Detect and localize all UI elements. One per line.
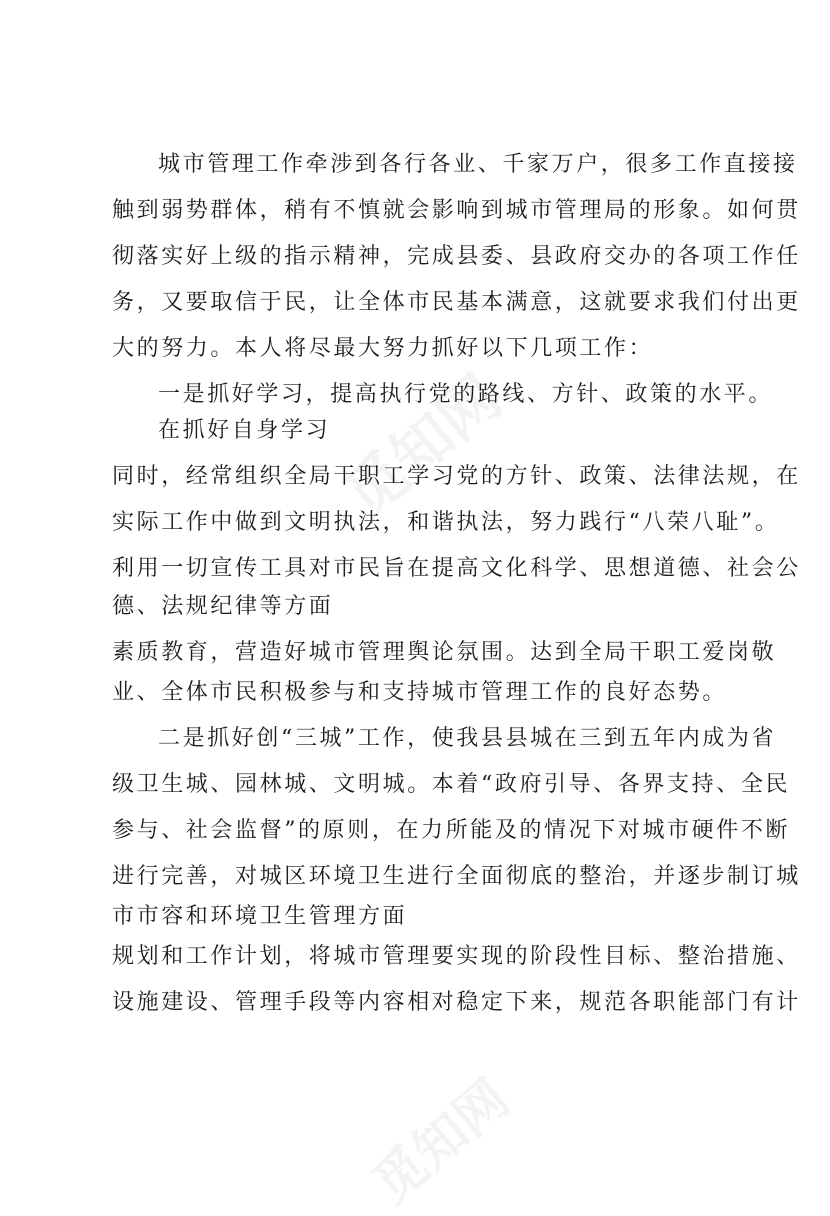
paragraph-line: 业、全体市民积极参与和支持城市管理工作的良好态势。 [112,680,728,705]
watermark: 觅知网 [331,362,515,532]
paragraph-line: 规划和工作计划，将城市管理要实现的阶段性目标、整治措施、 [112,944,801,969]
paragraph-line: 进行完善，对城区环境卫生进行全面彻底的整治，并逐步制订城 [112,864,801,889]
watermark: 觅知网 [362,1068,521,1215]
paragraph-line: 务，又要取信于民，让全体市民基本满意，这就要求我们付出更 [112,290,801,315]
paragraph-line: 市市容和环境卫生管理方面 [112,904,408,929]
paragraph-line: 在抓好自身学习 [158,418,331,443]
paragraph-line: 彻落实好上级的指示精神，完成县委、县政府交办的各项工作任 [112,244,801,269]
paragraph-line: 触到弱势群体，稍有不慎就会影响到城市管理局的形象。如何贯 [112,198,801,223]
paragraph-line: 大的努力。本人将尽最大努力抓好以下几项工作： [112,336,654,361]
paragraph-line: 素质教育，营造好城市管理舆论氛围。达到全局干职工爱岗敬 [112,640,777,665]
paragraph-line: 利用一切宣传工具对市民旨在提高文化科学、思想道德、社会公 [112,556,801,581]
paragraph-line: 参与、社会监督”的原则，在力所能及的情况下对城市硬件不断 [112,818,791,843]
paragraph-line: 德、法规纪律等方面 [112,594,334,619]
paragraph-line: 实际工作中做到文明执法，和谐执法，努力践行“八荣八耻”。 [112,510,780,535]
paragraph-line: 级卫生城、园林城、文明城。本着“政府引导、各界支持、全民 [112,772,791,797]
paragraph-line: 同时，经常组织全局干职工学习党的方针、政策、法律法规，在 [112,464,801,489]
paragraph-line: 设施建设、管理手段等内容相对稳定下来，规范各职能部门有计 [112,990,801,1015]
paragraph-line: 一是抓好学习，提高执行党的路线、方针、政策的水平。 [158,382,774,407]
paragraph-line: 二是抓好创“三城”工作，使我县县城在三到五年内成为省 [158,726,777,751]
paragraph-line: 城市管理工作牵涉到各行各业、千家万户，很多工作直接接 [158,152,798,177]
